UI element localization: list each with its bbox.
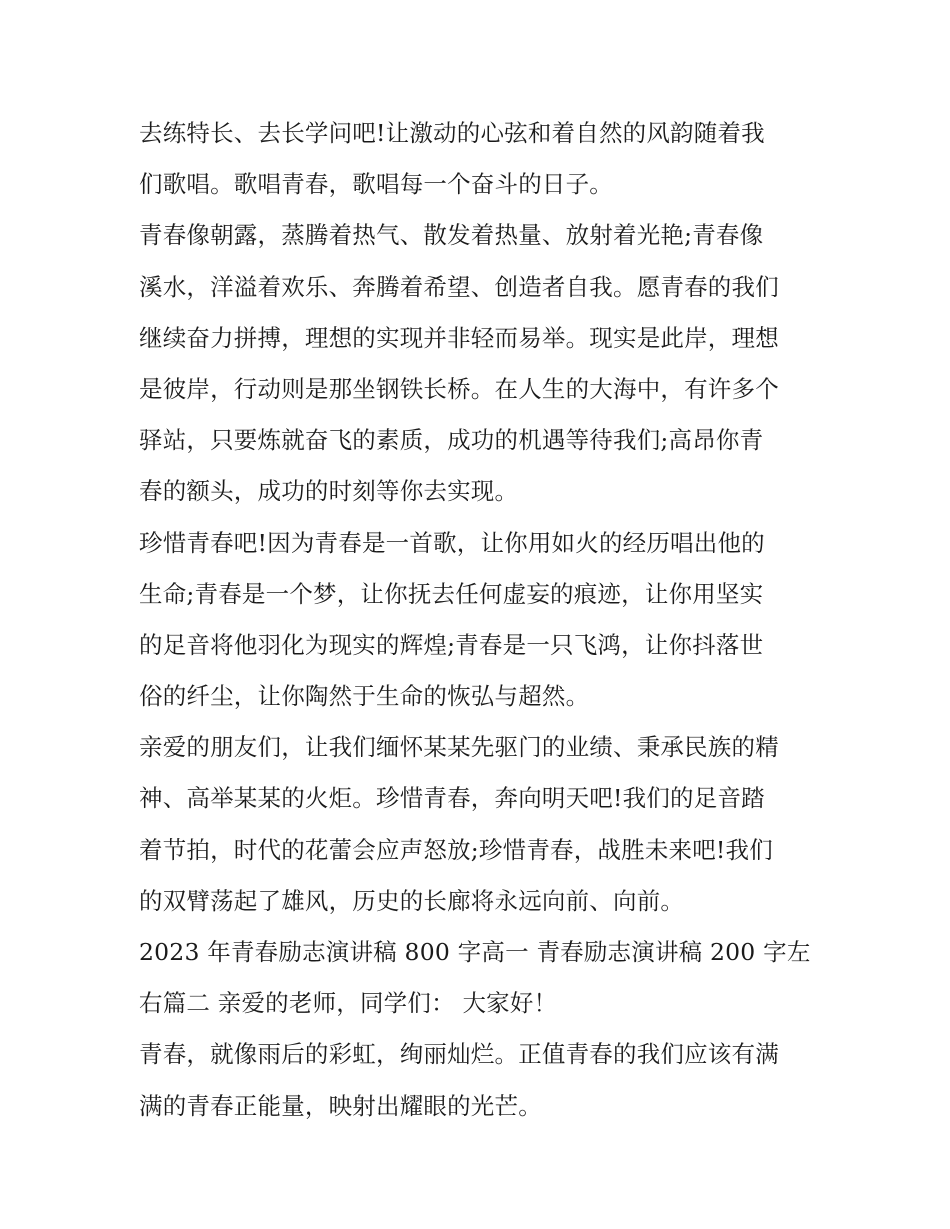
text-line: 亲爱的朋友们，让我们缅怀某某先驱门的业绩、秉承民族的精 [139, 733, 779, 762]
text-line: 生命;青春是一个梦，让你抚去任何虚妄的痕迹，让你用坚实 [139, 579, 764, 608]
paragraph [139, 210, 819, 517]
text-line: 右篇二 亲爱的老师，同学们： 大家好！ [139, 989, 558, 1018]
paragraph [139, 1029, 819, 1131]
heading-paragraph [139, 927, 819, 1029]
text-line: 溪水，洋溢着欢乐、奔腾着希望、创造者自我。愿青春的我们 [139, 272, 779, 301]
paragraph [139, 108, 819, 210]
text-line: 驿站，只要炼就奋飞的素质，成功的机遇等待我们;高昂你青 [139, 426, 764, 455]
text-line: 满的青春正能量，映射出耀眼的光芒。 [139, 1091, 542, 1120]
text-line: 去练特长、去长学问吧!让激动的心弦和着自然的风韵随着我 [139, 119, 765, 147]
text-line: 春的额头，成功的时刻等你去实现。 [139, 477, 519, 506]
text-line: 着节拍，时代的花蕾会应声怒放;珍惜青春，战胜未来吧!我们 [139, 835, 773, 864]
text-line: 们歌唱。歌唱青春，歌唱每一个奋斗的日子。 [139, 170, 613, 199]
text-line: 神、高举某某的火炬。珍惜青春，奔向明天吧!我们的足音踏 [139, 784, 765, 813]
text-line: 2023 年青春励志演讲稿 800 字高一 青春励志演讲稿 200 字左 [139, 938, 811, 966]
text-line: 的双臂荡起了雄风，历史的长廊将永远向前、向前。 [139, 886, 685, 915]
document-body [139, 108, 819, 1132]
paragraph [139, 518, 819, 723]
text-line: 青春，就像雨后的彩虹，绚丽灿烂。正值青春的我们应该有满 [139, 1040, 779, 1069]
text-line: 珍惜青春吧!因为青春是一首歌，让你用如火的经历唱出他的 [139, 528, 765, 557]
text-line: 俗的纤尘，让你陶然于生命的恢弘与超然。 [139, 682, 590, 711]
text-line: 继续奋力拼搏，理想的实现并非轻而易举。现实是此岸，理想 [139, 323, 779, 352]
text-line: 是彼岸，行动则是那坐钢铁长桥。在人生的大海中，有许多个 [139, 374, 779, 403]
text-line: 的足音将他羽化为现实的辉煌;青春是一只飞鸿，让你抖落世 [139, 630, 764, 659]
paragraph [139, 722, 819, 927]
text-line: 青春像朝露，蒸腾着热气、散发着热量、放射着光艳;青春像 [139, 221, 764, 250]
